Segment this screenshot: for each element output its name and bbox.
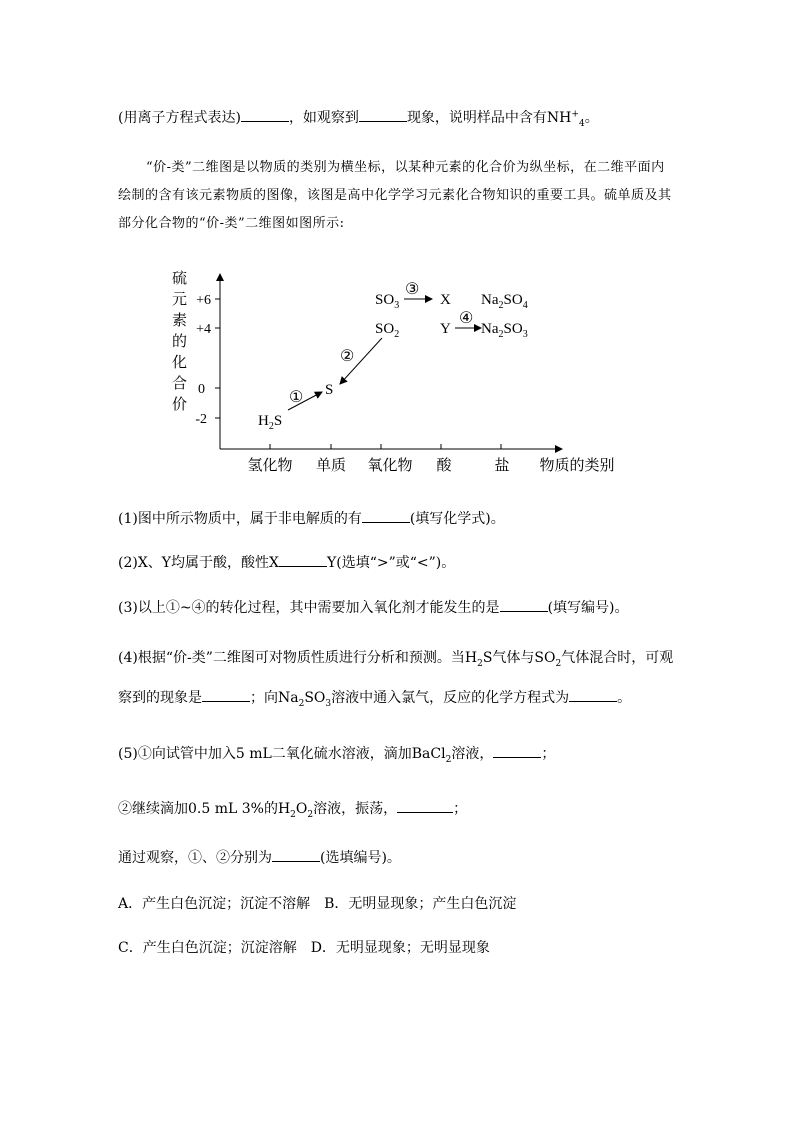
q1-text: (1)图中所示物质中，属于非电解质的有	[118, 511, 362, 527]
q4-text: ；向Na	[250, 690, 299, 706]
question-4-line-1	[118, 647, 673, 669]
subscript: 2	[290, 809, 296, 820]
y-axis-label	[172, 270, 187, 413]
question-5-line-1	[118, 743, 555, 765]
step-label-3: ③	[405, 281, 420, 298]
step-label-4: ④	[459, 310, 474, 327]
q5-text: (5)①向试管中加入5 mL二氧化硫水溶液，滴加BaCl	[118, 746, 446, 762]
options-ab: A．产生白色沉淀；沉淀不溶解 B．无明显现象；产生白色沉淀	[118, 896, 517, 912]
answer-blank[interactable]	[500, 597, 548, 612]
species-y: Y	[440, 321, 451, 337]
step-label-1: ①	[289, 389, 304, 406]
y-label-char: 元	[172, 292, 188, 308]
ammonium-charge: +	[571, 109, 579, 120]
q4-text: 。	[617, 690, 632, 706]
line0-prefix: (用离子方程式表达)	[118, 110, 241, 126]
step-label-2: ②	[340, 348, 355, 365]
answer-blank[interactable]	[362, 508, 410, 523]
question-3	[118, 597, 629, 617]
options-cd: C．产生白色沉淀；沉淀溶解 D．无明显现象；无明显现象	[118, 940, 490, 956]
q4-text: (4)根据“价-类”二维图可对物质性质进行分析和预测。当H	[118, 650, 478, 666]
y-tick-label: -2	[195, 412, 207, 427]
species-na2so3: $Na_2SO_3$	[481, 321, 528, 340]
line0-middle: ，如观察到	[288, 110, 359, 126]
q3-suffix: (填写编号)。	[547, 600, 629, 616]
species-s: S	[325, 382, 334, 398]
subscript: 2	[307, 809, 314, 820]
x-axis-label: 物质的类别	[539, 458, 615, 474]
answer-blank[interactable]	[202, 687, 250, 702]
answer-blank[interactable]	[397, 798, 453, 813]
answer-blank[interactable]	[272, 847, 320, 862]
q2-suffix: Y(选填“>”或“<”)。	[327, 555, 456, 571]
q4-text: 溶液中通入氯气，反应的化学方程式为	[331, 690, 570, 706]
ammonium-subscript: 4	[578, 118, 585, 129]
q5-text: ②继续滴加0.5 mL 3%的H	[118, 801, 291, 817]
q5-text: (选填编号)。	[320, 850, 401, 866]
species-so3: $SO_3$	[375, 292, 400, 311]
answer-blank[interactable]	[569, 687, 617, 702]
intro-paragraph: “价-类”二维图是以物质的类别为横坐标，以某种元素的化合价为纵坐标，在二维平面内绘制的含有该元素物质的图像，该图是高中化学学习元素化合物知识的重要工具。硫单质及其部分化合物的“价-类”二维图如图所示:	[118, 160, 672, 231]
y-label-char: 硫	[172, 271, 188, 287]
subscript: 2	[477, 658, 483, 669]
ion-equation-line	[118, 107, 599, 129]
q4-text: 察到的现象是	[118, 690, 202, 706]
q5-text: O	[295, 801, 308, 817]
y-tick-label: 0	[198, 382, 205, 397]
species-so2: $SO_2$	[375, 321, 400, 340]
answer-blank[interactable]	[493, 743, 541, 758]
x-tick-label: 单质	[315, 458, 347, 474]
line0-suffix: 现象，说明样品中含有NH	[406, 110, 572, 126]
y-label-char: 化	[172, 355, 188, 371]
q4-text: 气体混合时，可观	[561, 650, 674, 666]
y-label-char: 素	[172, 313, 188, 329]
species-h2s: $H_2S$	[258, 413, 283, 432]
question-4-line-2	[118, 687, 631, 709]
q1-suffix: (填写化学式)。	[409, 511, 505, 527]
y-tick-label: +4	[196, 322, 211, 337]
question-1	[118, 508, 505, 528]
answer-blank[interactable]	[359, 107, 407, 122]
q5-text: ；	[541, 746, 556, 762]
y-label-char: 价	[172, 397, 188, 413]
x-tick-label: 酸	[436, 458, 452, 474]
y-label-char: 合	[172, 376, 188, 392]
question-2	[118, 552, 455, 572]
y-tick-label: +6	[196, 293, 211, 308]
answer-blank[interactable]	[241, 107, 289, 122]
species-na2so4: $Na_2SO_4$	[481, 292, 528, 311]
valence-category-diagram	[0, 262, 794, 502]
question-5-line-2	[118, 798, 467, 820]
q3-text: (3)以上①~④的转化过程，其中需要加入氧化剂才能发生的是	[118, 600, 500, 616]
subscript: 2	[555, 658, 562, 669]
q5-text: 溶液，	[451, 746, 494, 762]
y-label-char: 的	[172, 334, 188, 350]
subscript: 2	[445, 754, 452, 765]
q5-text: 溶液，振荡，	[313, 801, 398, 817]
x-tick-label: 氢化物	[247, 458, 293, 474]
q4-text: SO	[304, 690, 326, 706]
subscript: 2	[298, 698, 305, 709]
q5-text: 通过观察，①、②分别为	[118, 850, 272, 866]
species-x: X	[440, 292, 451, 308]
x-tick-label: 氧化物	[367, 458, 413, 474]
q4-text: S气体与SO	[482, 650, 556, 666]
question-5-line-3	[118, 847, 401, 867]
q2-text: (2)X、Y均属于酸，酸性X	[118, 555, 280, 571]
x-tick-label: 盐	[494, 458, 510, 474]
q5-text: ；	[453, 801, 468, 817]
subscript: 3	[325, 698, 332, 709]
line0-end: 。	[584, 110, 599, 126]
answer-blank[interactable]	[279, 552, 327, 567]
